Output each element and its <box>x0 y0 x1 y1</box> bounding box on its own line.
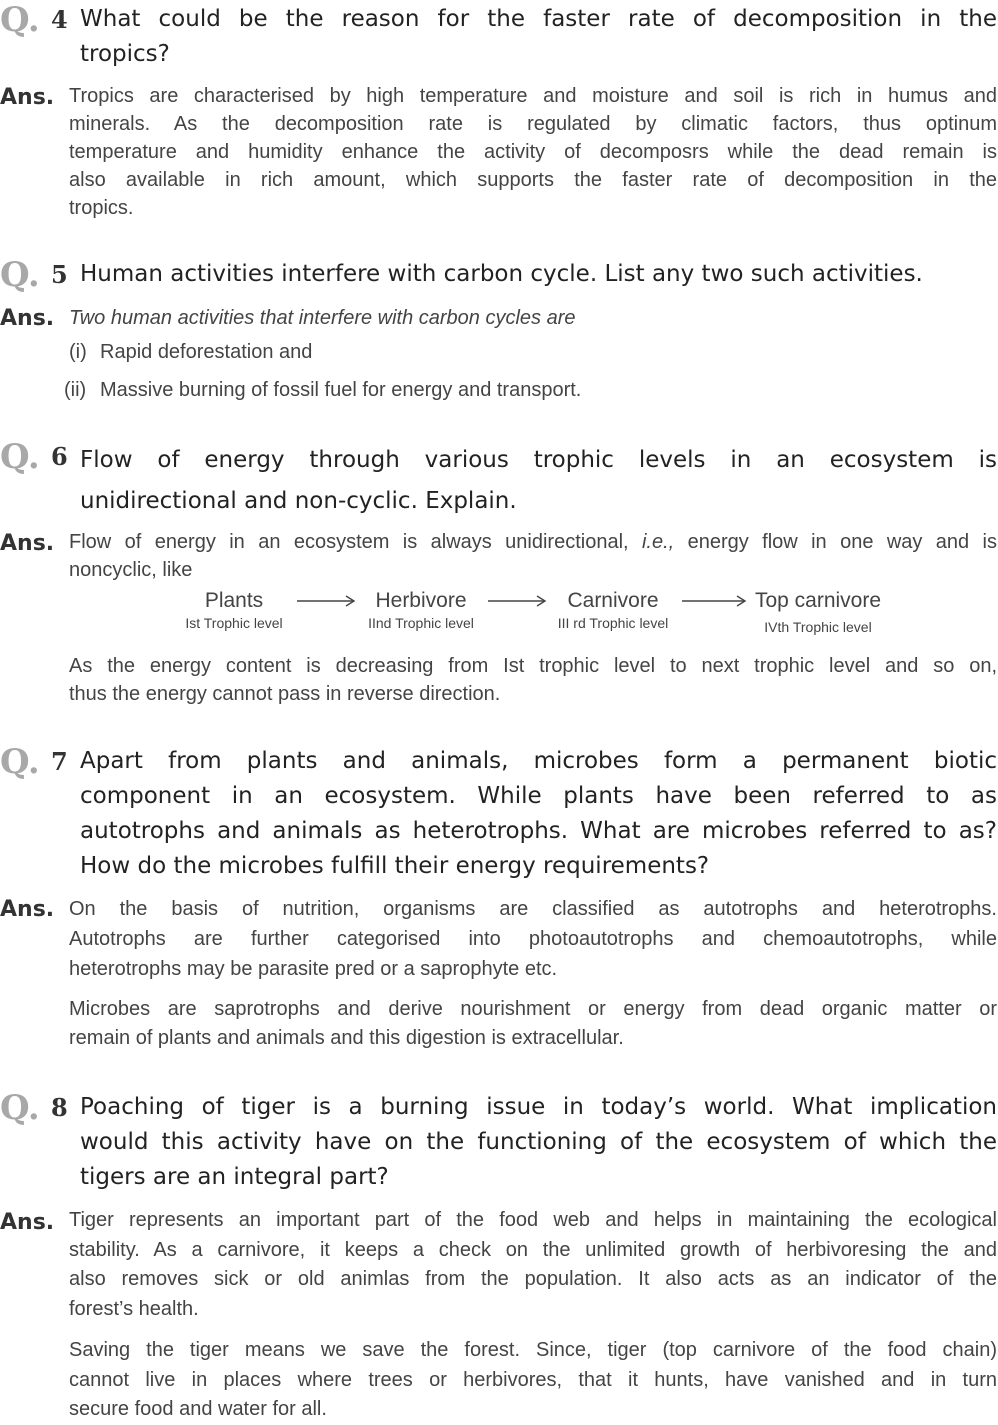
answer-label: Ans. <box>0 531 55 556</box>
question-number: 7 <box>51 747 68 776</box>
arrow-right-icon <box>487 593 549 609</box>
answer-label: Ans. <box>0 897 55 922</box>
list-item-marker: (i) <box>69 341 87 363</box>
chain-node-plants: Plants Ist Trophic level <box>185 589 283 631</box>
question-marker: Q. <box>0 1088 40 1128</box>
question-number: 8 <box>51 1093 68 1122</box>
answer-text: Flow of energy in an ecosystem is always unidirectional, i.e., energy flow in one way and is noncyclic, like <box>69 531 997 581</box>
question-marker: Q. <box>0 437 40 477</box>
list-item: Rapid deforestation and <box>100 341 313 363</box>
question-text: What could be the reason for the faster rate of decomposition in the tropics? <box>80 6 997 67</box>
chain-node-herbivore: Herbivore IInd Trophic level <box>368 589 474 631</box>
answer-text: Microbes are saprotrophs and derive nourishment or energy from dead organic matter or remain of plants and animals and this digestion is extracellular. <box>69 998 997 1049</box>
list-item: Massive burning of fossil fuel for energy and transport. <box>100 379 582 401</box>
list-item-marker: (ii) <box>64 379 87 401</box>
question-number: 4 <box>51 5 68 34</box>
question-number: 6 <box>51 442 68 471</box>
question-text: Human activities interfere with carbon cycle. List any two such activities. <box>80 261 923 287</box>
question-marker: Q. <box>0 0 40 40</box>
question-marker: Q. <box>0 255 40 295</box>
question-text: Poaching of tiger is a burning issue in today’s world. What implication would this activity have on the functioning of the ecosystem of which the tigers are an integral part? <box>80 1094 997 1190</box>
answer-label: Ans. <box>0 306 55 331</box>
answer-text: Saving the tiger means we save the forest. Since, tiger (top carnivore of the food chain) cannot live in places where trees or herbivores, that it hunts, have vanished and in turn secure food and water for all. <box>69 1339 997 1420</box>
question-number: 5 <box>51 260 68 289</box>
chain-node-carnivore: Carnivore III rd Trophic level <box>557 589 669 631</box>
answer-label: Ans. <box>0 85 55 110</box>
question-text: Flow of energy through various trophic levels in an ecosystem is unidirectional and non-cyclic. Explain. <box>80 447 997 514</box>
question-marker: Q. <box>0 742 40 782</box>
answer-label: Ans. <box>0 1210 55 1235</box>
arrow-right-icon <box>681 593 747 609</box>
answer-text: Tropics are characterised by high temperature and moisture and soil is rich in humus and minerals. As the decomposition rate is regulated by climatic factors, thus optinum temperature and humidity enhance the activity of decomposrs while the dead remain is also available in rich amount, which supports the faster rate of decomposition in the tropics. <box>69 85 997 219</box>
answer-text: On the basis of nutrition, organisms are classified as autotrophs and heterotrophs. Autotrophs are further categorised into photoautotrophs and chemoautotrophs, while heterotrophs may be parasite pred or a saprophyte etc. <box>69 898 997 980</box>
answer-text: As the energy content is decreasing from Ist trophic level to next trophic level and so on, thus the energy cannot pass in reverse direction. <box>69 655 997 705</box>
question-text: Apart from plants and animals, microbes form a permanent biotic component in an ecosystem. While plants have been referred to as autotrophs and animals as heterotrophs. What are microbes referred to as? How do the microbes fulfill their energy requirements? <box>80 748 997 879</box>
answer-text: Tiger represents an important part of the food web and helps in maintaining the ecological stability. As a carnivore, it keeps a check on the unlimited growth of herbivoresing the and also removes sick or old animlas from the population. It also acts as an indicator of the forest’s health. <box>69 1209 997 1320</box>
arrow-right-icon <box>296 593 358 609</box>
answer-intro: Two human activities that interfere with carbon cycles are <box>69 307 576 329</box>
chain-node-top-carnivore: Top carnivore IVth Trophic level <box>754 589 882 635</box>
